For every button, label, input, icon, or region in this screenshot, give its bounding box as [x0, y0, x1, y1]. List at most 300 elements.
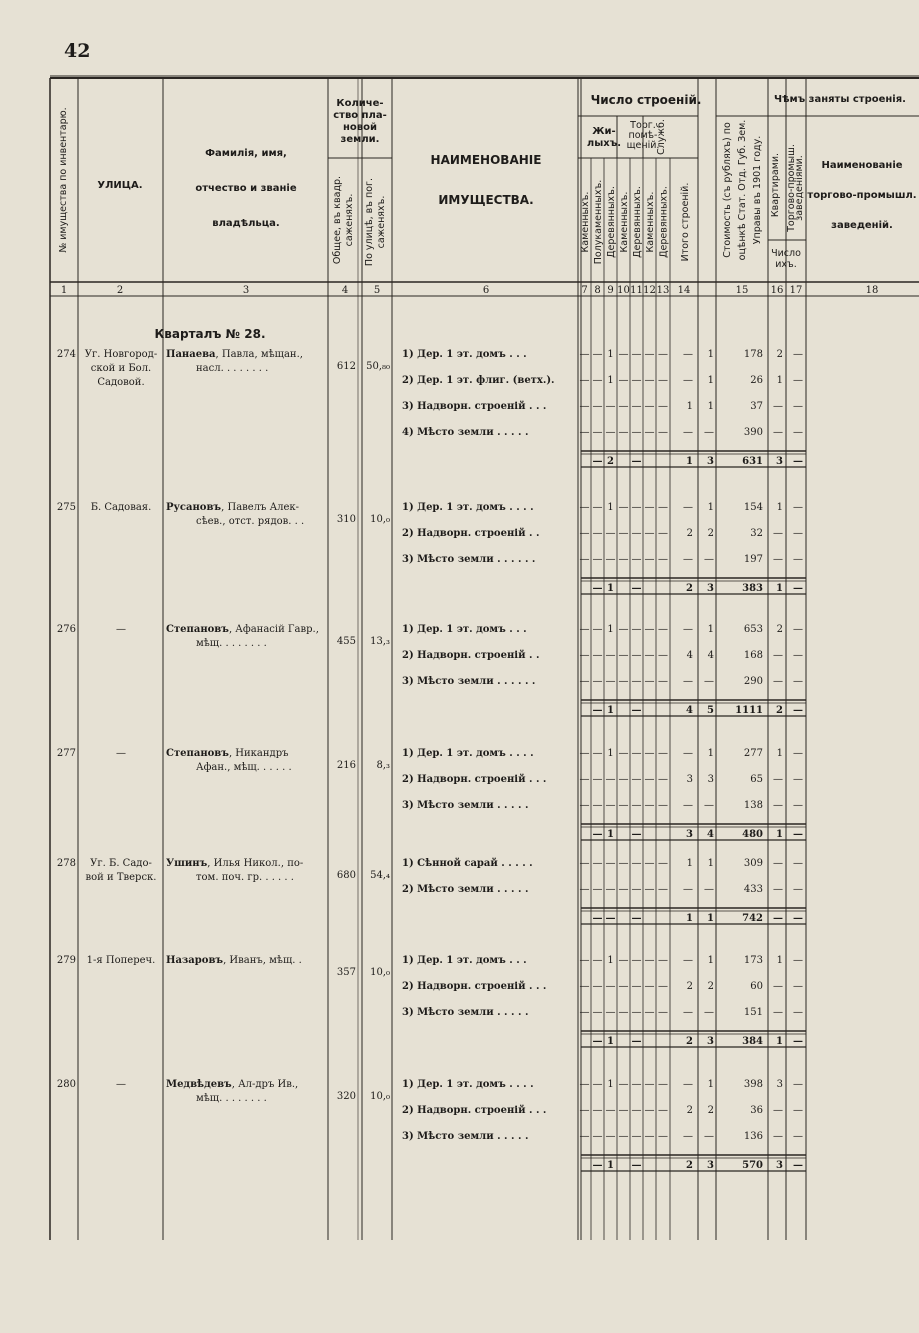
- subtotal-value: 383: [742, 583, 763, 594]
- entry-street-front: 50,₈₀: [366, 361, 390, 372]
- header-count: ихъ.: [775, 259, 797, 270]
- column-number: 11: [630, 285, 643, 296]
- column-number: 12: [643, 285, 656, 296]
- subtotal-empty: —: [793, 913, 803, 924]
- empty-cell: —: [579, 502, 590, 513]
- entry-street-front: 8,₃: [376, 760, 390, 771]
- owner-surname: Ушинъ: [166, 858, 208, 869]
- total-buildings: —: [704, 800, 714, 811]
- apartments-count: 2: [776, 624, 783, 635]
- empty-cell: —: [793, 528, 803, 539]
- empty-cell: —: [631, 774, 642, 785]
- empty-cell: —: [631, 650, 642, 661]
- value-rubles: 390: [743, 427, 763, 438]
- apartments-count: —: [773, 427, 783, 438]
- owner-details: , Иванъ, мѣщ. .: [223, 955, 302, 966]
- value-rubles: 154: [743, 502, 763, 513]
- empty-cell: —: [793, 1105, 803, 1116]
- subtotal-value: 631: [742, 456, 763, 467]
- subtotal-wooden-living: 1: [607, 705, 614, 716]
- header-land: земли.: [340, 134, 380, 145]
- empty-cell: —: [631, 676, 642, 687]
- empty-cell: —: [605, 1007, 616, 1018]
- empty-cell: —: [793, 650, 803, 661]
- empty-cell: —: [618, 748, 629, 759]
- entry-street: Уг. Новгород-: [84, 349, 158, 360]
- header-trade-name: заведеній.: [831, 220, 893, 231]
- empty-cell: —: [579, 427, 590, 438]
- apartments-count: —: [773, 884, 783, 895]
- empty-cell: —: [683, 748, 693, 759]
- column-number: 7: [581, 285, 588, 296]
- empty-cell: —: [644, 884, 655, 895]
- header-trade: Торг.: [630, 120, 656, 131]
- apartments-count: —: [773, 554, 783, 565]
- empty-cell: —: [618, 1007, 629, 1018]
- empty-cell: —: [658, 676, 668, 687]
- empty-cell: —: [644, 774, 655, 785]
- header-trade-establishments: Торгово-промыш.: [786, 144, 797, 232]
- subtotal-wooden-living: 2: [607, 456, 614, 467]
- header-land-total: саженяхъ.: [344, 193, 355, 247]
- subtotal-apartments: —: [773, 913, 783, 924]
- empty-cell: —: [683, 955, 693, 966]
- empty-cell: —: [631, 800, 642, 811]
- apartments-count: —: [773, 528, 783, 539]
- empty-cell: —: [793, 1131, 803, 1142]
- count-wooden-service: 3: [686, 774, 693, 785]
- property-line: 3) Мѣсто земли . . . . . .: [402, 554, 536, 565]
- total-buildings: 1: [707, 624, 714, 635]
- empty-cell: —: [793, 401, 803, 412]
- header-owner: отчество и званіе: [195, 183, 297, 194]
- apartments-count: 3: [776, 1079, 783, 1090]
- empty-cell: —: [644, 1131, 655, 1142]
- entry-owner: [166, 349, 303, 360]
- empty-cell: —: [605, 528, 616, 539]
- empty-cell: —: [793, 427, 803, 438]
- subtotal-empty: —: [631, 705, 642, 716]
- property-line: 2) Надворн. строеній . . .: [402, 774, 547, 785]
- empty-cell: —: [793, 349, 803, 360]
- property-line: 1) Сѣнной сарай . . . . .: [402, 858, 533, 869]
- header-land-street: По улицѣ, въ пог.: [364, 177, 375, 267]
- total-buildings: 1: [707, 858, 714, 869]
- column-number: 9: [607, 285, 614, 296]
- empty-cell: —: [658, 528, 668, 539]
- apartments-count: —: [773, 981, 783, 992]
- entry-number: 278: [56, 858, 76, 869]
- empty-cell: —: [658, 401, 668, 412]
- empty-cell: —: [605, 774, 616, 785]
- subtotal-service: 3: [686, 829, 693, 840]
- empty-cell: —: [683, 1131, 693, 1142]
- entry-number: 277: [56, 748, 76, 759]
- empty-cell: —: [631, 349, 642, 360]
- empty-cell: —: [592, 624, 603, 635]
- header-value: Стоимость (съ рубляхъ) по: [722, 122, 733, 258]
- empty-cell: —: [793, 884, 803, 895]
- owner-details: , Никандръ: [228, 748, 289, 759]
- empty-cell: —: [579, 800, 590, 811]
- entry-number: 280: [56, 1079, 76, 1090]
- empty-cell: —: [592, 650, 603, 661]
- total-buildings: —: [704, 676, 714, 687]
- owner-details: , Афанасій Гавр.,: [228, 624, 319, 635]
- apartments-count: 1: [776, 748, 783, 759]
- total-buildings: 1: [707, 955, 714, 966]
- entry-street: Б. Садовая.: [90, 502, 152, 513]
- owner-details: , Ал-дръ Ив.,: [231, 1079, 299, 1090]
- apartments-count: —: [773, 1105, 783, 1116]
- empty-cell: —: [631, 427, 642, 438]
- value-rubles: 36: [750, 1105, 763, 1116]
- value-rubles: 26: [750, 375, 763, 386]
- subtotal-buildings: 5: [707, 705, 714, 716]
- property-line: 1) Дер. 1 эт. домъ . . .: [402, 955, 527, 966]
- empty-cell: —: [579, 1105, 590, 1116]
- owner-surname: Русановъ: [166, 502, 222, 513]
- header-count: Число: [771, 248, 801, 259]
- header-land: новой: [343, 122, 377, 133]
- count-wooden-service: 2: [686, 528, 693, 539]
- empty-cell: —: [793, 774, 803, 785]
- column-number: 4: [341, 285, 349, 296]
- empty-cell: —: [793, 1079, 803, 1090]
- empty-cell: —: [658, 375, 668, 386]
- empty-cell: —: [618, 1105, 629, 1116]
- entry-street: вой и Тверск.: [85, 872, 157, 883]
- entry-land-area: 357: [336, 967, 356, 978]
- entry-number: 275: [56, 502, 76, 513]
- empty-cell: —: [644, 427, 655, 438]
- subtotal-empty: —: [793, 1160, 803, 1171]
- value-rubles: 136: [743, 1131, 763, 1142]
- empty-cell: —: [579, 349, 590, 360]
- count-wooden-living: 1: [607, 1079, 614, 1090]
- count-wooden-living: 1: [607, 955, 614, 966]
- value-rubles: 65: [750, 774, 763, 785]
- empty-cell: —: [592, 349, 603, 360]
- empty-cell: —: [592, 981, 603, 992]
- empty-cell: —: [644, 349, 655, 360]
- entry-number: 279: [56, 955, 76, 966]
- total-buildings: 3: [707, 774, 714, 785]
- empty-cell: —: [618, 858, 629, 869]
- empty-cell: —: [579, 1079, 590, 1090]
- header-c10: Каменныхъ.: [619, 191, 630, 253]
- empty-cell: —: [644, 800, 655, 811]
- empty-cell: —: [618, 650, 629, 661]
- empty-cell: —: [658, 800, 668, 811]
- empty-cell: —: [658, 554, 668, 565]
- value-rubles: 197: [743, 554, 763, 565]
- empty-cell: —: [618, 884, 629, 895]
- total-buildings: —: [704, 884, 714, 895]
- empty-cell: —: [618, 1131, 629, 1142]
- empty-cell: —: [658, 1007, 668, 1018]
- subtotal-wooden-living: 1: [607, 1036, 614, 1047]
- subtotal-value: 480: [742, 829, 763, 840]
- entry-number: 276: [56, 624, 76, 635]
- owner-surname: Назаровъ: [166, 955, 224, 966]
- property-line: 3) Мѣсто земли . . . . .: [402, 1131, 529, 1142]
- empty-cell: —: [605, 676, 616, 687]
- total-buildings: 1: [707, 375, 714, 386]
- subtotal-buildings: 1: [707, 913, 714, 924]
- empty-cell: —: [579, 884, 590, 895]
- subtotal-wooden-living: 1: [607, 1160, 614, 1171]
- header-c12: Каменныхъ.: [645, 191, 656, 253]
- column-number: 6: [482, 285, 490, 296]
- subtotal-service: 4: [686, 705, 693, 716]
- total-buildings: 2: [707, 528, 714, 539]
- subtotal-empty: —: [592, 456, 603, 467]
- apartments-count: —: [773, 650, 783, 661]
- entry-land-area: 680: [336, 870, 356, 881]
- subtotal-service: 2: [686, 1160, 693, 1171]
- count-wooden-service: 2: [686, 981, 693, 992]
- apartments-count: —: [773, 1131, 783, 1142]
- subtotal-service: 1: [686, 456, 693, 467]
- header-c9: Деревянныхъ.: [606, 186, 617, 258]
- entry-street: —: [116, 624, 126, 635]
- property-line: 2) Надворн. строеній . .: [402, 528, 540, 539]
- entry-owner: Афан., мѣщ. . . . . .: [196, 762, 292, 773]
- entry-owner: насл. . . . . . . .: [196, 363, 269, 374]
- empty-cell: —: [631, 955, 642, 966]
- empty-cell: —: [592, 554, 603, 565]
- header-trade-establishments: заведеніями.: [794, 155, 805, 221]
- header-trade: щеній.: [626, 140, 660, 151]
- property-line: 3) Мѣсто земли . . . . . .: [402, 676, 536, 687]
- empty-cell: —: [592, 528, 603, 539]
- entry-owner: мѣщ. . . . . . . .: [196, 1093, 267, 1104]
- entry-street-front: 10,₀: [370, 1091, 390, 1102]
- empty-cell: —: [618, 1079, 629, 1090]
- entry-owner: мѣщ. . . . . . . .: [196, 638, 267, 649]
- count-wooden-living: 1: [607, 349, 614, 360]
- owner-surname: Панаева: [166, 349, 216, 360]
- entry-owner: [166, 1079, 298, 1090]
- empty-cell: —: [579, 676, 590, 687]
- count-wooden-living: 1: [607, 748, 614, 759]
- empty-cell: —: [618, 375, 629, 386]
- total-buildings: 1: [707, 349, 714, 360]
- empty-cell: —: [631, 858, 642, 869]
- header-land: ство пла-: [333, 110, 387, 121]
- subtotal-empty: —: [631, 913, 642, 924]
- property-line: 1) Дер. 1 эт. домъ . . . .: [402, 1079, 534, 1090]
- entry-owner: сѣев., отст. рядов. . .: [196, 516, 305, 527]
- subtotal-value: 742: [742, 913, 763, 924]
- subtotal-empty: —: [592, 583, 603, 594]
- value-rubles: 178: [743, 349, 763, 360]
- empty-cell: —: [631, 554, 642, 565]
- header-property: НАИМЕНОВАНІЕ: [430, 153, 542, 167]
- empty-cell: —: [793, 624, 803, 635]
- entry-street-front: 10,₀: [370, 514, 390, 525]
- property-line: 3) Мѣсто земли . . . . .: [402, 1007, 529, 1018]
- empty-cell: —: [644, 528, 655, 539]
- empty-cell: —: [793, 375, 803, 386]
- entry-land-area: 216: [336, 760, 356, 771]
- empty-cell: —: [631, 981, 642, 992]
- empty-cell: —: [683, 375, 693, 386]
- empty-cell: —: [793, 502, 803, 513]
- header-land-street: саженяхъ.: [376, 195, 387, 249]
- empty-cell: —: [618, 401, 629, 412]
- empty-cell: —: [658, 884, 668, 895]
- value-rubles: 290: [743, 676, 763, 687]
- empty-cell: —: [793, 1007, 803, 1018]
- subtotal-apartments: 1: [776, 583, 783, 594]
- apartments-count: 1: [776, 955, 783, 966]
- empty-cell: —: [592, 375, 603, 386]
- header-total-buildings: Итого строеній.: [680, 182, 691, 262]
- entry-street: —: [116, 748, 126, 759]
- empty-cell: —: [644, 624, 655, 635]
- empty-cell: —: [644, 748, 655, 759]
- value-rubles: 398: [743, 1079, 763, 1090]
- subtotal-empty: —: [793, 1036, 803, 1047]
- header-trade-name: торгово-промышл.: [807, 190, 917, 201]
- empty-cell: —: [793, 800, 803, 811]
- entry-owner: [166, 955, 302, 966]
- empty-cell: —: [658, 774, 668, 785]
- total-buildings: 2: [707, 1105, 714, 1116]
- total-buildings: 1: [707, 502, 714, 513]
- empty-cell: —: [618, 800, 629, 811]
- empty-cell: —: [605, 858, 616, 869]
- column-number: 1: [60, 285, 68, 296]
- column-number: 3: [242, 285, 250, 296]
- empty-cell: —: [605, 981, 616, 992]
- empty-cell: —: [658, 624, 668, 635]
- value-rubles: 32: [750, 528, 763, 539]
- empty-cell: —: [631, 1131, 642, 1142]
- entry-number: 274: [56, 349, 76, 360]
- header-inventory-number: № имущества по инвентарю.: [58, 107, 69, 253]
- header-c7: Каменныхъ.: [580, 191, 591, 253]
- subtotal-apartments: 1: [776, 1036, 783, 1047]
- empty-cell: —: [618, 349, 629, 360]
- empty-cell: —: [592, 858, 603, 869]
- subtotal-empty: —: [592, 829, 603, 840]
- empty-cell: —: [644, 981, 655, 992]
- empty-cell: —: [658, 955, 668, 966]
- empty-cell: —: [618, 528, 629, 539]
- entry-land-area: 455: [336, 636, 356, 647]
- empty-cell: —: [592, 502, 603, 513]
- empty-cell: —: [683, 502, 693, 513]
- empty-cell: —: [658, 858, 668, 869]
- empty-cell: —: [618, 624, 629, 635]
- empty-cell: —: [658, 1079, 668, 1090]
- empty-cell: —: [793, 955, 803, 966]
- column-number: 17: [789, 285, 803, 296]
- value-rubles: 37: [750, 401, 763, 412]
- empty-cell: —: [631, 884, 642, 895]
- header-apartments: Квартирами.: [770, 152, 781, 218]
- empty-cell: —: [658, 981, 668, 992]
- property-line: 1) Дер. 1 эт. домъ . . .: [402, 624, 527, 635]
- total-buildings: 2: [707, 981, 714, 992]
- property-line: 1) Дер. 1 эт. домъ . . . .: [402, 748, 534, 759]
- total-buildings: 1: [707, 748, 714, 759]
- entry-land-area: 310: [336, 514, 356, 525]
- header-occupied: Чѣмъ заняты строенія.: [774, 94, 906, 105]
- empty-cell: —: [579, 554, 590, 565]
- subtotal-apartments: 2: [776, 705, 783, 716]
- subtotal-empty: —: [631, 829, 642, 840]
- subtotal-buildings: 3: [707, 456, 714, 467]
- empty-cell: —: [658, 748, 668, 759]
- owner-surname: Степановъ: [166, 748, 229, 759]
- empty-cell: —: [592, 1007, 603, 1018]
- empty-cell: —: [644, 1079, 655, 1090]
- apartments-count: 1: [776, 375, 783, 386]
- column-number: 5: [373, 285, 381, 296]
- apartments-count: 1: [776, 502, 783, 513]
- subtotal-empty: —: [592, 1160, 603, 1171]
- header-c8: Полукаменныхъ.: [593, 179, 604, 265]
- property-line: 2) Дер. 1 эт. флиг. (ветх.).: [402, 375, 555, 386]
- entry-owner: [166, 748, 288, 759]
- empty-cell: —: [618, 955, 629, 966]
- count-wooden-service: 1: [686, 401, 693, 412]
- column-number: 15: [735, 285, 749, 296]
- empty-cell: —: [658, 650, 668, 661]
- subtotal-empty: —: [592, 1036, 603, 1047]
- empty-cell: —: [683, 800, 693, 811]
- count-wooden-service: 1: [686, 858, 693, 869]
- empty-cell: —: [592, 676, 603, 687]
- entry-street: Уг. Б. Садо-: [90, 858, 152, 869]
- total-buildings: 1: [707, 401, 714, 412]
- empty-cell: —: [683, 1079, 693, 1090]
- entry-owner: [166, 502, 299, 513]
- empty-cell: —: [605, 1105, 616, 1116]
- header-c11: Деревянныхъ.: [632, 186, 643, 258]
- value-rubles: 173: [743, 955, 763, 966]
- property-line: 3) Надворн. строеній . . .: [402, 401, 547, 412]
- empty-cell: —: [605, 650, 616, 661]
- empty-cell: —: [579, 401, 590, 412]
- entry-owner: том. поч. гр. . . . . .: [196, 872, 294, 883]
- apartments-count: —: [773, 401, 783, 412]
- owner-surname: Медвѣдевъ: [166, 1079, 232, 1090]
- entry-street: —: [116, 1079, 126, 1090]
- empty-cell: —: [579, 858, 590, 869]
- header-value: Управы въ 1901 году.: [752, 135, 763, 245]
- empty-cell: —: [579, 981, 590, 992]
- empty-cell: —: [631, 624, 642, 635]
- value-rubles: 277: [743, 748, 763, 759]
- empty-cell: —: [683, 349, 693, 360]
- value-rubles: 151: [743, 1007, 763, 1018]
- header-street: УЛИЦА.: [97, 180, 143, 191]
- empty-cell: —: [605, 884, 616, 895]
- entry-street-front: 54,₄: [370, 870, 390, 881]
- apartments-count: —: [773, 800, 783, 811]
- empty-cell: —: [683, 676, 693, 687]
- owner-details: , Илья Никол., по-: [207, 858, 304, 869]
- empty-cell: —: [631, 1105, 642, 1116]
- empty-cell: —: [683, 1007, 693, 1018]
- empty-cell: —: [631, 375, 642, 386]
- empty-cell: —: [683, 427, 693, 438]
